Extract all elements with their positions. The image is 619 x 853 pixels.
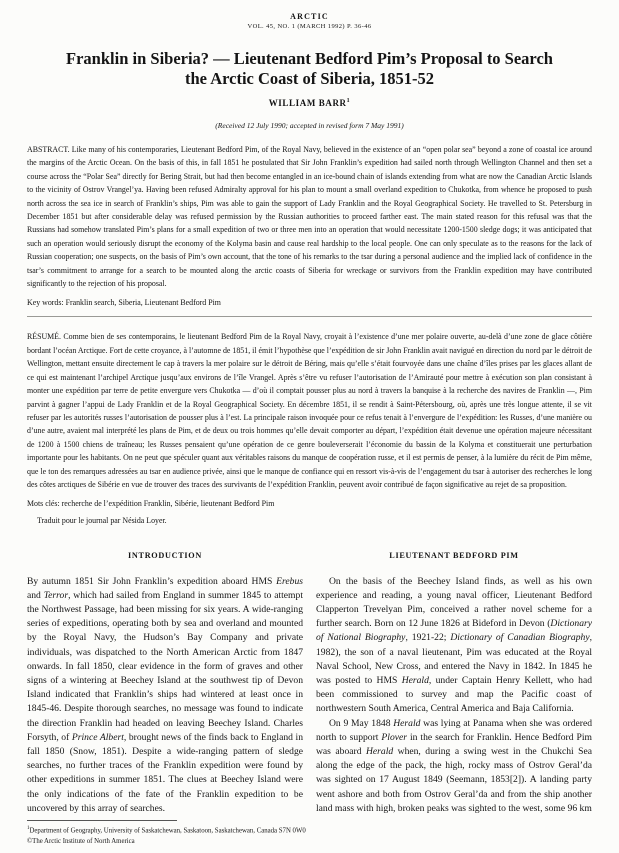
abstract-paragraph: ABSTRACT. Like many of his contemporaries, Lieutenant Bedford Pim, of the Royal Navy, believed in the existence of an “open polar sea” beyond a zone of coastal ice around the margins of the Arctic Ocean. On the basis of this, in fall 1851 he postulated that Sir John Franklin’s expedition had sailed north through Wellington Channel and then set a course across the “Polar Sea” directly for Bering Strait, but had then become entangled in an ice-bound chain of islands extending from what are now the Canadian Arctic Islands to the vicinity of Ostrov Vrangel’ya. Having been refused Admiralty approval for his plan to mount a small overland expedition to Chukotka, from whence he proposed to push north across the sea ice in search of Franklin’s ships, Pim was able to gain the support of Lady Franklin and the Royal Geographical Society. He travelled to St. Petersburg in December 1851 but after considerable delay was refused permission by the Russian authorities to proceed farther east. The main stated reason for this refusal was that the Russians had somehow translated Pim’s plans for a small expedition of two or three men into an operation that would necessitate 1200-1500 sledge dogs; it was anticipated that such an operation would seriously disrupt the economy of the Kolyma basin and cause real hardship to the local people. One can only speculate as to the reasons for the lack of Russian cooperation; one suspects, on the basis of Pim’s own account, that the tone of his remarks to the tsar during a personal audience and the implied lack of confidence in the tsar’s commitment to arrange for a search to be mounted along the arctic coasts of Siberia for wreckage or survivors from the Franklin expedition may have contributed significantly to the rejection of his proposal. — [27, 145, 592, 289]
author-byline — [27, 98, 592, 108]
article-title-line2: the Arctic Coast of Siberia, 1851-52 — [185, 69, 434, 88]
journal-name: ARCTIC — [290, 12, 329, 21]
two-column-body — [27, 549, 592, 816]
page-footnote — [27, 820, 592, 847]
author-footnote-marker: 1 — [346, 98, 351, 104]
affiliation-marker: 1 — [27, 825, 30, 831]
author-name: WILLIAM BARR — [268, 98, 347, 108]
article-title — [27, 49, 592, 89]
bedford-pim-heading: LIEUTENANT BEDFORD PIM — [389, 551, 519, 561]
affiliation-text: Department of Geography, University of Saskatchewan, Saskatoon, Saskatchewan, Canada S7N 0W0 — [29, 827, 306, 834]
masthead — [27, 12, 592, 30]
introduction-paragraph: By autumn 1851 Sir John Franklin’s expedition aboard HMS Erebus and Terror, which had sailed from England in summer 1845 to attempt the Northwest Passage, had been missing for six years. A wide-ranging series of expeditions, operating both by sea and overland and mounted by the Royal Navy, the Hudson’s Bay Company and private individuals, was dispatched to the North American Arctic from 1847 onwards. In fall 1850, clear evidence in the form of graves and other signs of a wintering at Beechey Island at the southwest tip of Devon Island indicated that Franklin’s ships had wintered at least once in 1845-46. Despite thorough searches, no message was found to indicate the direction Franklin had headed on leaving Beechey Island. Charles Forsyth, of Prince Albert, brought news of the finds back to England in fall 1850 (Snow, 1851). Despite a wide-ranging pattern of sledge searches, no further traces of the Franklin expedition were found by other expeditions in summer 1851. The clues at Beechey Island were the only indications of the fate of the Franklin expedition to be uncovered by this array of searches. — [27, 575, 303, 814]
resume-paragraph: RÉSUMÉ. Comme bien de ses contemporains, le lieutenant Bedford Pim de la Royal Navy, croyait à l’existence d’une mer polaire ouverte, au-delà d’une zone de glace côtière bordant l’océan Arctique. Fort de cette croyance, à l’automne de 1851, il émit l’hypothèse que l’expédition de sir John Franklin avait navigué en direction du nord par le détroit de Wellington, mettant ensuite directement le cap à travers la mer polaire sur le détroit de Béring, mais qu’elle s’était fourvoyée dans une chaîne d’îles prises par les glaces allant de ce qui est maintenant l’archipel Arctique jusqu’aux environs de l’île Vrangel. Après s’être vu refuser l’autorisation de l’Amirauté pour mettre à exécution son plan consistant à monter une expédition par terre de petite envergure vers Chukotka — d’où il comptait pousser plus au nord à travers la banquise à la recherche des navires de Franklin —, Pim parvint à gagner l’appui de Lady Franklin et de la Royal Geographical Society. En décembre 1851, il se rendit à Saint-Pétersbourg, où, après une très longue attente, il se vit refuser par les autorités russes l’autorisation de pousser plus à l’est. La principale raison invoquée pour ce refus tenait à l’envergure de l’expédition: les Russes, d’une manière ou d’une autre, avaient mal interprété les plans de Pim, et de deux ou trois hommes qu’elle devait comporter au départ, l’expédition était devenue une opération majeure nécessitant de 1200 à 1500 chiens de traîneau; les Russes pensaient qu’une opération de ce genre bouleverserait l’économie du bassin de la Kolyma et constituerait une perturbation importante pour les habitants. On ne peut que spéculer quant aux véritables raisons du manque de coopération russe, et il est permis de penser, à la lumière du récit de Pim même, que le ton des remarques adressées au tsar en audience privée, ainsi que le manque de confiance qui en ressort vis-à-vis de l’engagement du tsar à autoriser des recherches le long des côtes arctiques de Sibérie en vue de trouver des traces des survivants de l’expédition Franklin, peuvent avoir contribué de façon significative au rejet de sa proposition. — [27, 332, 592, 489]
mots-cles-line: Mots clés: recherche de l’expédition Franklin, Sibérie, lieutenant Bedford Pim — [27, 499, 275, 509]
key-words-line: Key words: Franklin search, Siberia, Lieutenant Bedford Pim — [27, 298, 221, 308]
introduction-heading: INTRODUCTION — [128, 551, 202, 561]
bedford-pim-paragraph-2: On 9 May 1848 Herald was lying at Panama when she was ordered north to support Plover in the search for Franklin. Hence Bedford Pim was aboard Herald when, during a swing west in the Chukchi Sea along the edge of the pack, the high, rocky mass of Ostrov Geral’da was sighted on 17 August 1849 (Seemann, 1853[2]). A landing party went ashore and both from Ostrov Geral’da and from the ship another land mass with high, broken peaks was sighted to the west, some 96 km — [316, 717, 592, 814]
issue-line: VOL. 45, NO. 1 (MARCH 1992) P. 36-46 — [247, 23, 372, 30]
footnote-rule — [27, 820, 177, 821]
right-column — [316, 549, 592, 816]
translation-credit-line: Traduit pour le journal par Nésida Loyer. — [37, 516, 167, 526]
received-line: (Received 12 July 1990; accepted in revised form 7 May 1991) — [215, 121, 404, 130]
section-divider-rule — [27, 316, 592, 317]
left-column — [27, 549, 303, 816]
article-title-line1: Franklin in Siberia? — Lieutenant Bedford Pim’s Proposal to Search — [66, 49, 553, 68]
affiliation-footnote — [27, 824, 592, 837]
bedford-pim-paragraph-1: On the basis of the Beechey Island finds, as well as his own experience and reading, a young naval officer, Lieutenant Bedford Clapperton Trevelyan Pim, conceived a rather novel scheme for a further search. Born on 12 June 1826 at Bideford in Devon (Dictionary of National Biography, 1921-22; Dictionary of Canadian Biography, 1982), the son of a naval lieutenant, Pim was educated at the Royal Naval School, New Cross, and entered the Navy in 1842. In 1845 he was posted to HMS Herald, under Captain Henry Kellett, who had been commissioned to survey and map the Pacific coast of northwestern South America, Central America and Baja California. — [316, 575, 592, 715]
copyright-line: ©The Arctic Institute of North America — [27, 837, 135, 845]
